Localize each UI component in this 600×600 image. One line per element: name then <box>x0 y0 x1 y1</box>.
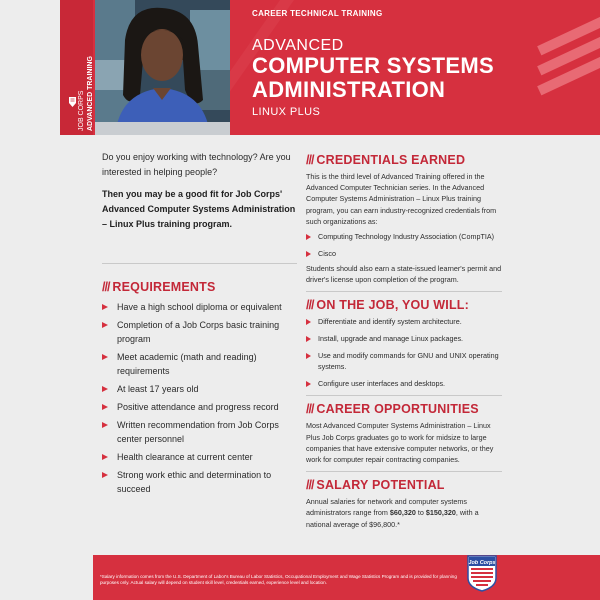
slashes-glyph: /// <box>306 153 314 167</box>
credentials-body: This is the third level of Advanced Training offered in the Advanced Computer Technician series. In the Advanced Computer Systems Administration – Linux Plus training program, you can earn industry-recognized credentials from such organizations as: <box>306 172 497 226</box>
intro-bold: Then you may be a good fit for Job Corps' Advanced Computer Systems Administration – Linux Plus training program. <box>102 189 296 229</box>
salary-low: $60,320 <box>389 508 416 518</box>
bullet-arrow-icon <box>102 472 108 478</box>
intro-question: Do you enjoy working with technology? Are you interested in helping people? <box>102 152 291 177</box>
requirements-heading-text: REQUIREMENTS <box>112 280 216 294</box>
divider <box>306 395 502 396</box>
list-item: Use and modify commands for GNU and UNIX operating systems. <box>306 350 502 372</box>
right-column <box>306 153 502 530</box>
side-label-line1: JOB CORPS <box>78 90 85 131</box>
salary-body: Annual salaries for network and computer systems administrators range from $60,320 to $150,320, with a national average of $96,800.* <box>306 497 479 529</box>
divider <box>306 291 502 292</box>
career-heading <box>306 402 502 416</box>
student-photo <box>95 0 230 135</box>
list-item: Completion of a Job Corps basic training program <box>102 318 302 346</box>
divider <box>306 471 502 472</box>
requirements-heading <box>102 280 302 294</box>
eyebrow-label: CAREER TECHNICAL TRAINING <box>252 9 383 18</box>
bullet-arrow-icon <box>306 319 311 325</box>
page-title-line2: ADMINISTRATION <box>252 77 446 102</box>
page-subtitle: LINUX PLUS <box>252 106 321 118</box>
list-item: Install, upgrade and manage Linux packages. <box>306 333 502 344</box>
bullet-arrow-icon <box>102 322 108 328</box>
bullet-arrow-icon <box>102 422 108 428</box>
bullet-arrow-icon <box>102 354 108 360</box>
title-advanced: ADVANCED <box>252 37 344 54</box>
salary-footnote: *Salary information comes from the U.S. Department of Labor's Bureau of Labor Statistics, Occupational Employment and Wage Statistics Program and is provided for planning purposes only. Actual salary will depend on student skill level, credentials earned, experience level and location. <box>100 574 457 585</box>
on-the-job-heading-text: ON THE JOB, YOU WILL: <box>316 298 470 313</box>
page-title <box>252 54 494 102</box>
list-item: Computing Technology Industry Association (CompTIA) <box>306 231 502 242</box>
bullet-arrow-icon <box>102 454 108 460</box>
bullet-arrow-icon <box>306 234 311 240</box>
requirements-list <box>102 300 302 496</box>
job-corps-mini-logo-icon <box>68 96 77 108</box>
list-item: Written recommendation from Job Corps center personnel <box>102 418 302 446</box>
list-item: Differentiate and identify system architecture. <box>306 316 502 327</box>
bullet-arrow-icon <box>306 353 311 359</box>
on-the-job-heading <box>306 298 502 312</box>
side-label <box>62 4 92 131</box>
requirements-section <box>102 280 302 500</box>
list-item: Have a high school diploma or equivalent <box>102 300 302 314</box>
list-item: At least 17 years old <box>102 382 302 396</box>
credentials-footer: Students should also earn a state-issued learner's permit and driver's license upon completion of the program. <box>306 264 502 285</box>
list-item: Health clearance at current center <box>102 450 302 464</box>
career-body: Most Advanced Computer Systems Administration – Linux Plus Job Corps graduates go to work for midsize to large companies that have extensive computer networks, or they work for computer repair contracting companies. <box>306 421 494 465</box>
list-item: Configure user interfaces and desktops. <box>306 378 502 389</box>
bullet-arrow-icon <box>102 404 108 410</box>
salary-heading <box>306 478 502 492</box>
bullet-arrow-icon <box>306 381 311 387</box>
list-item: Cisco <box>306 248 502 259</box>
list-item: Strong work ethic and determination to succeed <box>102 468 302 496</box>
slashes-glyph: /// <box>306 402 314 417</box>
salary-high: $150,320 <box>425 508 456 518</box>
salary-heading-text: SALARY POTENTIAL <box>316 478 445 493</box>
side-label-line2: ADVANCED TRAINING <box>87 56 94 131</box>
list-item: Positive attendance and progress record <box>102 400 302 414</box>
bullet-arrow-icon <box>306 251 311 257</box>
bullet-arrow-icon <box>306 336 311 342</box>
on-the-job-list <box>306 316 502 389</box>
divider <box>102 263 297 264</box>
list-item: Meet academic (math and reading) requirements <box>102 350 302 378</box>
credentials-list <box>306 231 502 259</box>
bullet-arrow-icon <box>102 304 108 310</box>
credentials-heading-text: CREDENTIALS EARNED <box>316 153 466 167</box>
slashes-glyph: /// <box>102 280 110 294</box>
bullet-arrow-icon <box>102 386 108 392</box>
career-heading-text: CAREER OPPORTUNITIES <box>316 402 479 417</box>
slashes-glyph: /// <box>306 298 314 313</box>
intro-section <box>102 150 302 232</box>
job-corps-badge-icon <box>466 554 498 592</box>
slashes-glyph: /// <box>306 478 314 493</box>
credentials-heading <box>306 153 502 167</box>
decorative-stripes <box>540 25 600 95</box>
page-title-line1: COMPUTER SYSTEMS <box>252 53 494 78</box>
badge-text: Job Corps <box>468 560 496 566</box>
